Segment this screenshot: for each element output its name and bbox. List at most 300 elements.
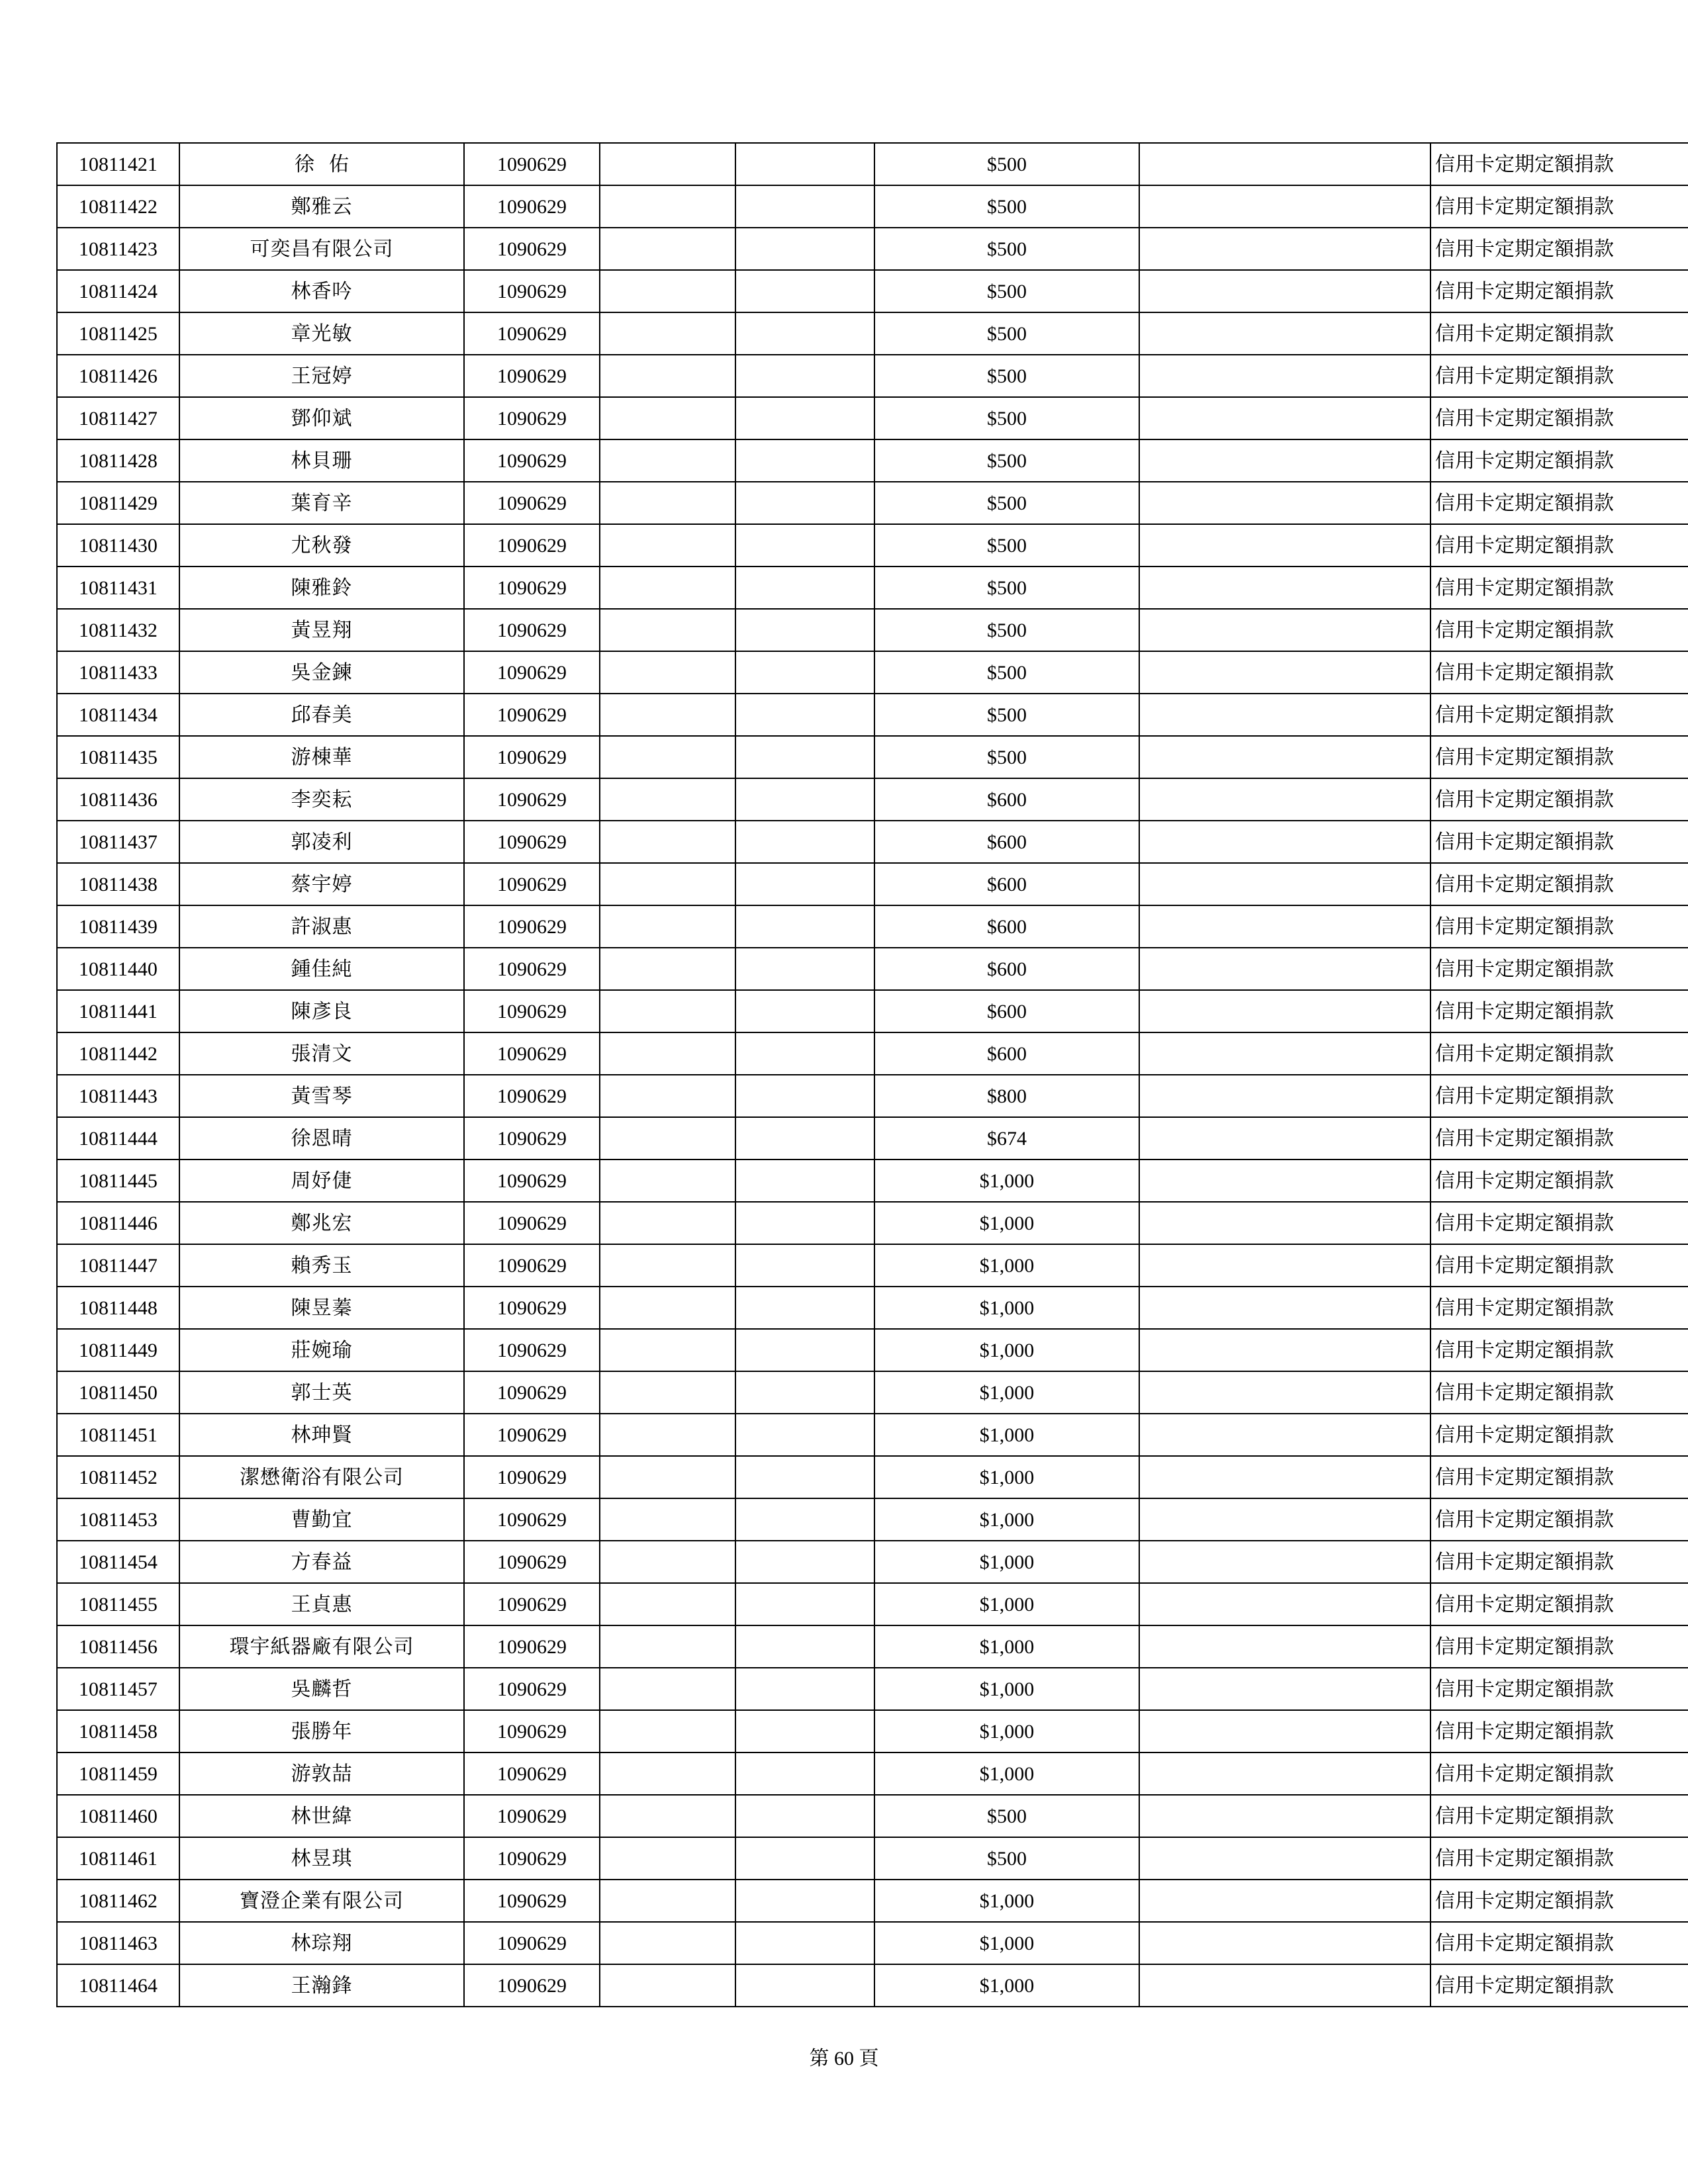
table-row bbox=[57, 1710, 1688, 1752]
cell-date: 1090629 bbox=[464, 1075, 600, 1117]
cell-date: 1090629 bbox=[464, 1371, 600, 1414]
cell-note: 信用卡定期定額捐款 bbox=[1430, 1795, 1688, 1837]
table-row bbox=[57, 1456, 1688, 1498]
cell-amount: $500 bbox=[874, 567, 1139, 609]
cell-record-id: 10811451 bbox=[57, 1414, 179, 1456]
cell-blank-2 bbox=[735, 397, 874, 439]
cell-record-id: 10811441 bbox=[57, 990, 179, 1032]
cell-amount: $600 bbox=[874, 778, 1139, 821]
cell-record-id: 10811457 bbox=[57, 1668, 179, 1710]
cell-blank-1 bbox=[600, 567, 735, 609]
cell-blank-1 bbox=[600, 1498, 735, 1541]
cell-blank-3 bbox=[1139, 1837, 1430, 1880]
cell-blank-1 bbox=[600, 1625, 735, 1668]
cell-record-id: 10811433 bbox=[57, 651, 179, 694]
cell-blank-3 bbox=[1139, 143, 1430, 185]
cell-date: 1090629 bbox=[464, 863, 600, 905]
cell-date: 1090629 bbox=[464, 270, 600, 312]
cell-note: 信用卡定期定額捐款 bbox=[1430, 270, 1688, 312]
cell-blank-2 bbox=[735, 1752, 874, 1795]
cell-blank-3 bbox=[1139, 905, 1430, 948]
cell-record-id: 10811423 bbox=[57, 228, 179, 270]
cell-blank-2 bbox=[735, 905, 874, 948]
table-row bbox=[57, 1160, 1688, 1202]
cell-amount: $1,000 bbox=[874, 1202, 1139, 1244]
cell-date: 1090629 bbox=[464, 1541, 600, 1583]
cell-amount: $500 bbox=[874, 143, 1139, 185]
cell-blank-3 bbox=[1139, 651, 1430, 694]
cell-amount: $1,000 bbox=[874, 1668, 1139, 1710]
cell-donor-name: 鄧仰斌 bbox=[179, 397, 464, 439]
cell-record-id: 10811425 bbox=[57, 312, 179, 355]
table-row bbox=[57, 1922, 1688, 1964]
cell-record-id: 10811446 bbox=[57, 1202, 179, 1244]
cell-blank-2 bbox=[735, 1795, 874, 1837]
cell-record-id: 10811449 bbox=[57, 1329, 179, 1371]
cell-donor-name: 郭士英 bbox=[179, 1371, 464, 1414]
cell-donor-name: 黃雪琴 bbox=[179, 1075, 464, 1117]
cell-blank-2 bbox=[735, 1583, 874, 1625]
table-row bbox=[57, 736, 1688, 778]
cell-date: 1090629 bbox=[464, 651, 600, 694]
cell-date: 1090629 bbox=[464, 355, 600, 397]
cell-blank-3 bbox=[1139, 1075, 1430, 1117]
cell-blank-2 bbox=[735, 694, 874, 736]
cell-record-id: 10811458 bbox=[57, 1710, 179, 1752]
cell-amount: $500 bbox=[874, 694, 1139, 736]
cell-blank-3 bbox=[1139, 439, 1430, 482]
cell-date: 1090629 bbox=[464, 1752, 600, 1795]
cell-date: 1090629 bbox=[464, 1414, 600, 1456]
cell-donor-name: 賴秀玉 bbox=[179, 1244, 464, 1287]
table-row bbox=[57, 1414, 1688, 1456]
cell-blank-3 bbox=[1139, 312, 1430, 355]
cell-donor-name: 周妤倢 bbox=[179, 1160, 464, 1202]
cell-blank-3 bbox=[1139, 1160, 1430, 1202]
table-row bbox=[57, 1964, 1688, 2007]
cell-blank-1 bbox=[600, 1922, 735, 1964]
cell-blank-1 bbox=[600, 1541, 735, 1583]
table-row bbox=[57, 1329, 1688, 1371]
cell-blank-2 bbox=[735, 1837, 874, 1880]
cell-record-id: 10811422 bbox=[57, 185, 179, 228]
cell-note: 信用卡定期定額捐款 bbox=[1430, 1837, 1688, 1880]
cell-blank-2 bbox=[735, 1710, 874, 1752]
table-row bbox=[57, 863, 1688, 905]
cell-blank-3 bbox=[1139, 1710, 1430, 1752]
cell-note: 信用卡定期定額捐款 bbox=[1430, 821, 1688, 863]
cell-note: 信用卡定期定額捐款 bbox=[1430, 1583, 1688, 1625]
table-row bbox=[57, 778, 1688, 821]
cell-donor-name: 徐恩晴 bbox=[179, 1117, 464, 1160]
cell-blank-3 bbox=[1139, 990, 1430, 1032]
cell-note: 信用卡定期定額捐款 bbox=[1430, 355, 1688, 397]
cell-blank-3 bbox=[1139, 1625, 1430, 1668]
cell-donor-name: 蔡宇婷 bbox=[179, 863, 464, 905]
cell-blank-1 bbox=[600, 143, 735, 185]
cell-donor-name: 方春益 bbox=[179, 1541, 464, 1583]
cell-blank-1 bbox=[600, 185, 735, 228]
cell-blank-1 bbox=[600, 821, 735, 863]
cell-blank-3 bbox=[1139, 778, 1430, 821]
cell-blank-2 bbox=[735, 651, 874, 694]
cell-amount: $500 bbox=[874, 1837, 1139, 1880]
table-row bbox=[57, 1287, 1688, 1329]
cell-donor-name: 陳彥良 bbox=[179, 990, 464, 1032]
cell-blank-2 bbox=[735, 1371, 874, 1414]
cell-blank-1 bbox=[600, 778, 735, 821]
cell-donor-name: 曹勤宜 bbox=[179, 1498, 464, 1541]
cell-date: 1090629 bbox=[464, 397, 600, 439]
cell-blank-2 bbox=[735, 1880, 874, 1922]
cell-blank-3 bbox=[1139, 609, 1430, 651]
table-row bbox=[57, 524, 1688, 567]
cell-note: 信用卡定期定額捐款 bbox=[1430, 609, 1688, 651]
cell-blank-1 bbox=[600, 1456, 735, 1498]
cell-blank-3 bbox=[1139, 1880, 1430, 1922]
cell-blank-1 bbox=[600, 270, 735, 312]
cell-blank-2 bbox=[735, 990, 874, 1032]
cell-blank-1 bbox=[600, 1244, 735, 1287]
cell-donor-name: 寶澄企業有限公司 bbox=[179, 1880, 464, 1922]
cell-blank-1 bbox=[600, 1287, 735, 1329]
cell-blank-2 bbox=[735, 1498, 874, 1541]
cell-amount: $500 bbox=[874, 609, 1139, 651]
cell-amount: $600 bbox=[874, 1032, 1139, 1075]
cell-date: 1090629 bbox=[464, 990, 600, 1032]
cell-blank-1 bbox=[600, 482, 735, 524]
cell-record-id: 10811428 bbox=[57, 439, 179, 482]
cell-blank-3 bbox=[1139, 1541, 1430, 1583]
cell-note: 信用卡定期定額捐款 bbox=[1430, 482, 1688, 524]
cell-blank-3 bbox=[1139, 1329, 1430, 1371]
cell-date: 1090629 bbox=[464, 524, 600, 567]
cell-date: 1090629 bbox=[464, 1498, 600, 1541]
cell-date: 1090629 bbox=[464, 1837, 600, 1880]
cell-donor-name: 潔懋衛浴有限公司 bbox=[179, 1456, 464, 1498]
cell-amount: $600 bbox=[874, 905, 1139, 948]
cell-amount: $500 bbox=[874, 736, 1139, 778]
cell-donor-name: 章光敏 bbox=[179, 312, 464, 355]
table-row bbox=[57, 1668, 1688, 1710]
cell-amount: $1,000 bbox=[874, 1583, 1139, 1625]
cell-donor-name: 許淑惠 bbox=[179, 905, 464, 948]
cell-note: 信用卡定期定額捐款 bbox=[1430, 1244, 1688, 1287]
cell-blank-2 bbox=[735, 821, 874, 863]
cell-amount: $1,000 bbox=[874, 1456, 1139, 1498]
cell-date: 1090629 bbox=[464, 778, 600, 821]
cell-note: 信用卡定期定額捐款 bbox=[1430, 1287, 1688, 1329]
cell-blank-2 bbox=[735, 1032, 874, 1075]
cell-amount: $600 bbox=[874, 990, 1139, 1032]
cell-blank-2 bbox=[735, 1160, 874, 1202]
cell-blank-3 bbox=[1139, 863, 1430, 905]
cell-donor-name: 林琮翔 bbox=[179, 1922, 464, 1964]
table-row bbox=[57, 694, 1688, 736]
cell-donor-name: 林珅賢 bbox=[179, 1414, 464, 1456]
table-row bbox=[57, 1752, 1688, 1795]
table-row bbox=[57, 1583, 1688, 1625]
cell-record-id: 10811421 bbox=[57, 143, 179, 185]
cell-amount: $800 bbox=[874, 1075, 1139, 1117]
cell-blank-2 bbox=[735, 143, 874, 185]
cell-note: 信用卡定期定額捐款 bbox=[1430, 990, 1688, 1032]
cell-blank-1 bbox=[600, 1964, 735, 2007]
cell-amount: $600 bbox=[874, 863, 1139, 905]
cell-date: 1090629 bbox=[464, 439, 600, 482]
cell-note: 信用卡定期定額捐款 bbox=[1430, 778, 1688, 821]
cell-record-id: 10811440 bbox=[57, 948, 179, 990]
cell-note: 信用卡定期定額捐款 bbox=[1430, 1075, 1688, 1117]
cell-blank-1 bbox=[600, 736, 735, 778]
cell-amount: $1,000 bbox=[874, 1160, 1139, 1202]
cell-blank-1 bbox=[600, 1668, 735, 1710]
cell-blank-3 bbox=[1139, 482, 1430, 524]
cell-note: 信用卡定期定額捐款 bbox=[1430, 651, 1688, 694]
cell-blank-3 bbox=[1139, 397, 1430, 439]
cell-date: 1090629 bbox=[464, 736, 600, 778]
cell-blank-3 bbox=[1139, 1795, 1430, 1837]
cell-blank-3 bbox=[1139, 1498, 1430, 1541]
cell-blank-1 bbox=[600, 1160, 735, 1202]
cell-note: 信用卡定期定額捐款 bbox=[1430, 1414, 1688, 1456]
cell-blank-3 bbox=[1139, 1583, 1430, 1625]
cell-note: 信用卡定期定額捐款 bbox=[1430, 1117, 1688, 1160]
cell-blank-1 bbox=[600, 1329, 735, 1371]
cell-record-id: 10811447 bbox=[57, 1244, 179, 1287]
cell-blank-1 bbox=[600, 1117, 735, 1160]
cell-blank-3 bbox=[1139, 1668, 1430, 1710]
cell-blank-2 bbox=[735, 1117, 874, 1160]
table-row bbox=[57, 355, 1688, 397]
cell-date: 1090629 bbox=[464, 567, 600, 609]
cell-donor-name: 郭凌利 bbox=[179, 821, 464, 863]
cell-record-id: 10811456 bbox=[57, 1625, 179, 1668]
cell-note: 信用卡定期定額捐款 bbox=[1430, 948, 1688, 990]
cell-blank-2 bbox=[735, 1244, 874, 1287]
cell-amount: $500 bbox=[874, 185, 1139, 228]
cell-amount: $1,000 bbox=[874, 1710, 1139, 1752]
cell-blank-3 bbox=[1139, 524, 1430, 567]
cell-blank-1 bbox=[600, 1710, 735, 1752]
cell-date: 1090629 bbox=[464, 1032, 600, 1075]
cell-note: 信用卡定期定額捐款 bbox=[1430, 1032, 1688, 1075]
cell-blank-1 bbox=[600, 905, 735, 948]
table-row bbox=[57, 948, 1688, 990]
cell-date: 1090629 bbox=[464, 228, 600, 270]
cell-amount: $500 bbox=[874, 1795, 1139, 1837]
cell-donor-name: 尤秋發 bbox=[179, 524, 464, 567]
cell-donor-name: 林香吟 bbox=[179, 270, 464, 312]
cell-note: 信用卡定期定額捐款 bbox=[1430, 1202, 1688, 1244]
cell-amount: $1,000 bbox=[874, 1625, 1139, 1668]
cell-record-id: 10811431 bbox=[57, 567, 179, 609]
cell-blank-3 bbox=[1139, 1414, 1430, 1456]
cell-blank-1 bbox=[600, 439, 735, 482]
cell-blank-3 bbox=[1139, 1202, 1430, 1244]
cell-amount: $500 bbox=[874, 397, 1139, 439]
cell-blank-1 bbox=[600, 651, 735, 694]
cell-record-id: 10811463 bbox=[57, 1922, 179, 1964]
cell-blank-3 bbox=[1139, 1032, 1430, 1075]
cell-blank-1 bbox=[600, 524, 735, 567]
cell-blank-1 bbox=[600, 1837, 735, 1880]
cell-blank-2 bbox=[735, 1202, 874, 1244]
table-row bbox=[57, 397, 1688, 439]
cell-amount: $1,000 bbox=[874, 1329, 1139, 1371]
cell-amount: $1,000 bbox=[874, 1922, 1139, 1964]
cell-date: 1090629 bbox=[464, 1880, 600, 1922]
cell-record-id: 10811444 bbox=[57, 1117, 179, 1160]
cell-blank-3 bbox=[1139, 270, 1430, 312]
cell-date: 1090629 bbox=[464, 609, 600, 651]
cell-donor-name: 黃昱翔 bbox=[179, 609, 464, 651]
donor-name-text: 徐佑 bbox=[295, 153, 363, 175]
cell-record-id: 10811454 bbox=[57, 1541, 179, 1583]
cell-record-id: 10811445 bbox=[57, 1160, 179, 1202]
cell-donor-name: 吳麟哲 bbox=[179, 1668, 464, 1710]
cell-note: 信用卡定期定額捐款 bbox=[1430, 1625, 1688, 1668]
cell-amount: $1,000 bbox=[874, 1244, 1139, 1287]
cell-blank-1 bbox=[600, 694, 735, 736]
cell-record-id: 10811436 bbox=[57, 778, 179, 821]
cell-date: 1090629 bbox=[464, 1160, 600, 1202]
cell-date: 1090629 bbox=[464, 905, 600, 948]
table-row bbox=[57, 651, 1688, 694]
cell-date: 1090629 bbox=[464, 1710, 600, 1752]
cell-blank-3 bbox=[1139, 185, 1430, 228]
cell-date: 1090629 bbox=[464, 821, 600, 863]
cell-donor-name: 鄭兆宏 bbox=[179, 1202, 464, 1244]
cell-record-id: 10811429 bbox=[57, 482, 179, 524]
cell-amount: $1,000 bbox=[874, 1880, 1139, 1922]
cell-amount: $500 bbox=[874, 482, 1139, 524]
cell-blank-2 bbox=[735, 1287, 874, 1329]
cell-donor-name: 陳雅鈴 bbox=[179, 567, 464, 609]
table-row bbox=[57, 1117, 1688, 1160]
cell-amount: $500 bbox=[874, 270, 1139, 312]
cell-date: 1090629 bbox=[464, 694, 600, 736]
cell-record-id: 10811455 bbox=[57, 1583, 179, 1625]
cell-note: 信用卡定期定額捐款 bbox=[1430, 1371, 1688, 1414]
cell-donor-name: 張清文 bbox=[179, 1032, 464, 1075]
cell-date: 1090629 bbox=[464, 1964, 600, 2007]
cell-note: 信用卡定期定額捐款 bbox=[1430, 1964, 1688, 2007]
cell-date: 1090629 bbox=[464, 143, 600, 185]
table-row bbox=[57, 312, 1688, 355]
cell-date: 1090629 bbox=[464, 1202, 600, 1244]
cell-record-id: 10811424 bbox=[57, 270, 179, 312]
cell-blank-2 bbox=[735, 524, 874, 567]
cell-amount: $500 bbox=[874, 355, 1139, 397]
table-row bbox=[57, 1498, 1688, 1541]
cell-amount: $500 bbox=[874, 228, 1139, 270]
cell-record-id: 10811430 bbox=[57, 524, 179, 567]
cell-note: 信用卡定期定額捐款 bbox=[1430, 863, 1688, 905]
cell-record-id: 10811462 bbox=[57, 1880, 179, 1922]
cell-donor-name bbox=[179, 143, 464, 185]
cell-note: 信用卡定期定額捐款 bbox=[1430, 312, 1688, 355]
cell-donor-name: 李奕耘 bbox=[179, 778, 464, 821]
cell-donor-name: 邱春美 bbox=[179, 694, 464, 736]
cell-note: 信用卡定期定額捐款 bbox=[1430, 1456, 1688, 1498]
cell-record-id: 10811434 bbox=[57, 694, 179, 736]
cell-record-id: 10811464 bbox=[57, 1964, 179, 2007]
cell-donor-name: 葉育辛 bbox=[179, 482, 464, 524]
table-row bbox=[57, 270, 1688, 312]
cell-date: 1090629 bbox=[464, 1625, 600, 1668]
table-body bbox=[57, 143, 1688, 2007]
cell-donor-name: 林貝珊 bbox=[179, 439, 464, 482]
cell-blank-3 bbox=[1139, 1117, 1430, 1160]
cell-blank-2 bbox=[735, 609, 874, 651]
cell-record-id: 10811437 bbox=[57, 821, 179, 863]
cell-note: 信用卡定期定額捐款 bbox=[1430, 1498, 1688, 1541]
cell-blank-3 bbox=[1139, 1752, 1430, 1795]
cell-date: 1090629 bbox=[464, 1795, 600, 1837]
cell-date: 1090629 bbox=[464, 1329, 600, 1371]
cell-note: 信用卡定期定額捐款 bbox=[1430, 397, 1688, 439]
cell-note: 信用卡定期定額捐款 bbox=[1430, 143, 1688, 185]
cell-blank-2 bbox=[735, 439, 874, 482]
cell-blank-3 bbox=[1139, 1964, 1430, 2007]
cell-donor-name: 吳金鍊 bbox=[179, 651, 464, 694]
cell-blank-3 bbox=[1139, 567, 1430, 609]
cell-amount: $500 bbox=[874, 312, 1139, 355]
cell-blank-2 bbox=[735, 270, 874, 312]
cell-blank-2 bbox=[735, 1922, 874, 1964]
cell-date: 1090629 bbox=[464, 1287, 600, 1329]
cell-donor-name: 王冠婷 bbox=[179, 355, 464, 397]
cell-blank-2 bbox=[735, 948, 874, 990]
cell-record-id: 10811459 bbox=[57, 1752, 179, 1795]
cell-date: 1090629 bbox=[464, 1456, 600, 1498]
cell-date: 1090629 bbox=[464, 1583, 600, 1625]
cell-record-id: 10811427 bbox=[57, 397, 179, 439]
cell-note: 信用卡定期定額捐款 bbox=[1430, 524, 1688, 567]
table-row bbox=[57, 439, 1688, 482]
cell-donor-name: 莊婉瑜 bbox=[179, 1329, 464, 1371]
cell-note: 信用卡定期定額捐款 bbox=[1430, 1880, 1688, 1922]
cell-note: 信用卡定期定額捐款 bbox=[1430, 439, 1688, 482]
table-row bbox=[57, 990, 1688, 1032]
cell-blank-1 bbox=[600, 948, 735, 990]
cell-record-id: 10811452 bbox=[57, 1456, 179, 1498]
cell-date: 1090629 bbox=[464, 948, 600, 990]
cell-amount: $500 bbox=[874, 439, 1139, 482]
cell-note: 信用卡定期定額捐款 bbox=[1430, 1329, 1688, 1371]
cell-donor-name: 陳昱蓁 bbox=[179, 1287, 464, 1329]
cell-blank-3 bbox=[1139, 1244, 1430, 1287]
cell-donor-name: 環宇紙器廠有限公司 bbox=[179, 1625, 464, 1668]
cell-blank-3 bbox=[1139, 355, 1430, 397]
cell-blank-3 bbox=[1139, 948, 1430, 990]
cell-note: 信用卡定期定額捐款 bbox=[1430, 1710, 1688, 1752]
cell-blank-2 bbox=[735, 1541, 874, 1583]
cell-record-id: 10811443 bbox=[57, 1075, 179, 1117]
cell-note: 信用卡定期定額捐款 bbox=[1430, 1752, 1688, 1795]
cell-amount: $1,000 bbox=[874, 1414, 1139, 1456]
cell-record-id: 10811450 bbox=[57, 1371, 179, 1414]
cell-amount: $1,000 bbox=[874, 1964, 1139, 2007]
cell-donor-name: 王貞惠 bbox=[179, 1583, 464, 1625]
cell-blank-2 bbox=[735, 1625, 874, 1668]
table-row bbox=[57, 1032, 1688, 1075]
cell-blank-3 bbox=[1139, 1371, 1430, 1414]
cell-note: 信用卡定期定額捐款 bbox=[1430, 228, 1688, 270]
table-row bbox=[57, 1075, 1688, 1117]
table-row bbox=[57, 1837, 1688, 1880]
